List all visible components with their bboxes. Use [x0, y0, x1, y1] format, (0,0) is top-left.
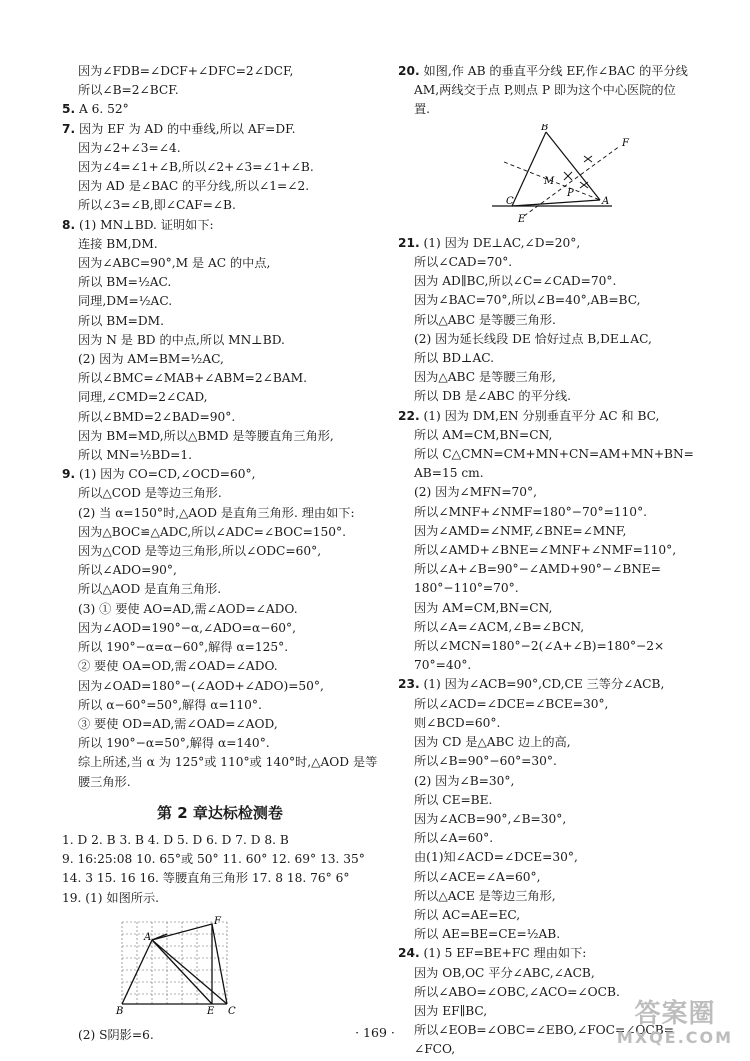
line-text: 所以∠A+∠B=90°−∠AMD+90°−∠BNE=	[414, 562, 662, 577]
left-line	[62, 100, 378, 119]
left-line	[62, 427, 378, 446]
line-text: 因为 CD 是△ABC 边上的高,	[414, 735, 571, 750]
left-line	[62, 81, 378, 100]
line-text: 所以∠MCN=180°−2(∠A+∠B)=180°−2×	[414, 639, 665, 654]
line-text: 180°−110°=70°.	[414, 581, 519, 596]
page-number: · 169 ·	[355, 1025, 395, 1040]
watermark-line2: MXQE.COM	[616, 1028, 734, 1047]
line-text: A 6. 52°	[79, 102, 129, 117]
line-text: ② 要使 OA=OD,需∠OAD=∠ADO.	[78, 659, 278, 674]
q19-part2: (2) S阴影=6.	[78, 1027, 154, 1042]
fig19-label-c: C	[228, 1005, 236, 1016]
left-line	[62, 369, 378, 388]
right2-line	[398, 522, 698, 541]
line-text: 所以 BM=DM.	[78, 313, 165, 328]
right2-line	[398, 541, 698, 560]
line-text: 所以 190°−α=α−60°,解得 α=125°.	[78, 640, 289, 655]
right2-line	[398, 675, 698, 694]
right2-line	[398, 464, 698, 483]
left-line	[62, 696, 378, 715]
fig19-label-a: A	[144, 931, 152, 943]
line-text: 所以 AM=CM,BN=CN,	[414, 427, 553, 442]
answer-line: 1. D 2. B 3. B 4. D 5. D 6. D 7. D 8. B	[62, 832, 289, 847]
left-lines	[62, 62, 378, 792]
line-text: (1) 因为 DE⊥AC,∠D=20°,	[423, 235, 581, 250]
left-column	[62, 62, 378, 1045]
left-line	[62, 484, 378, 503]
left-line	[62, 504, 378, 523]
right2-line	[398, 695, 698, 714]
section-title: 第 2 章达标检测卷	[157, 803, 283, 822]
right2-line	[398, 330, 698, 349]
right2-line	[398, 368, 698, 387]
line-text: 所以△COD 是等边三角形.	[78, 486, 222, 501]
right2-line	[398, 752, 698, 771]
line-text: 所以 α−60°=50°,解得 α=110°.	[78, 697, 262, 712]
right2-line	[398, 387, 698, 406]
right2-line	[398, 868, 698, 887]
line-text: 所以∠A=∠ACM,∠B=∠BCN,	[414, 619, 585, 634]
figure-20	[398, 124, 698, 230]
line-text: 所以∠BMC=∠MAB+∠ABM=2∠BAM.	[78, 371, 307, 386]
watermark-line1: 答案圈	[634, 999, 716, 1029]
line-text: 腰三角形.	[78, 774, 131, 789]
line-text: 所以 C△CMN=CM+MN+CN=AM+MN+BN=	[414, 447, 694, 462]
line-text: 所以 190°−α=50°,解得 α=140°.	[78, 736, 270, 751]
left-line	[62, 638, 378, 657]
right2-line	[398, 887, 698, 906]
line-text: 因为 BM=MD,所以△BMD 是等腰直角三角形,	[78, 428, 334, 443]
question-number: 21.	[398, 235, 420, 250]
fig20-label-b: B	[541, 123, 549, 133]
fig20-label-f: F	[622, 137, 629, 149]
right2-line	[398, 637, 698, 656]
left-line	[62, 773, 378, 792]
line-text: 同理,DM=½AC.	[78, 294, 173, 309]
right2-line	[398, 311, 698, 330]
right2-line	[398, 791, 698, 810]
line-text: 所以∠A=60°.	[414, 831, 494, 846]
line-text: 70°=40°.	[414, 658, 472, 673]
line-text: 所以△ABC 是等腰三角形.	[414, 312, 556, 327]
line-text: ∠FCO,	[414, 1042, 456, 1057]
left-line	[62, 350, 378, 369]
line-text: (2) 因为 AM=BM=½AC,	[78, 352, 224, 367]
line-text: 所以 DB 是∠ABC 的平分线.	[414, 389, 572, 404]
left-line	[62, 139, 378, 158]
line-text: 所以 BM=½AC.	[78, 275, 172, 290]
line-text: 所以 AC=AE=EC,	[414, 907, 521, 922]
line-text: 因为 OB,OC 平分∠ABC,∠ACB,	[414, 965, 595, 980]
line-text: 因为 N 是 BD 的中点,所以 MN⊥BD.	[78, 332, 285, 347]
question-number: 5.	[62, 102, 76, 117]
left-line	[62, 196, 378, 215]
right2-line	[398, 579, 698, 598]
line-text: 所以△ACE 是等边三角形,	[414, 888, 556, 903]
right2-line	[398, 829, 698, 848]
right2-line	[398, 964, 698, 983]
right2-line	[398, 772, 698, 791]
fig20-label-m: M	[544, 175, 555, 187]
line-text: 因为△COD 是等边三角形,所以∠ODC=60°,	[78, 544, 322, 559]
line-text: 则∠BCD=60°.	[414, 715, 501, 730]
answer-line: 19. (1) 如图所示.	[62, 890, 160, 905]
left-line	[62, 273, 378, 292]
line-text: 因为∠AMD=∠NMF,∠BNE=∠MNF,	[414, 523, 627, 538]
line-text: 所以 BD⊥AC.	[414, 351, 495, 366]
line-text: 所以 MN=½BD=1.	[78, 448, 192, 463]
right2-line	[398, 810, 698, 829]
left-line	[62, 292, 378, 311]
left-line	[62, 600, 378, 619]
line-text: 连接 BM,DM.	[78, 236, 158, 251]
line-text: 所以∠ACD=∠DCE=∠BCE=30°,	[414, 696, 609, 711]
line-text: 所以∠ACE=∠A=60°,	[414, 869, 541, 884]
line-text: 所以∠EOB=∠OBC=∠EBO,∠FOC=∠OCB=	[414, 1023, 674, 1038]
right2-line	[398, 291, 698, 310]
left-line	[62, 254, 378, 273]
line-text: 因为△ABC 是等腰三角形,	[414, 370, 556, 385]
line-text: ③ 要使 OD=AD,需∠OAD=∠AOD,	[78, 716, 278, 731]
right-line	[398, 81, 698, 100]
right2-line	[398, 253, 698, 272]
left-line	[62, 734, 378, 753]
left-line	[62, 216, 378, 235]
line-text: AB=15 cm.	[414, 466, 484, 481]
answer-list	[62, 831, 378, 908]
line-text: AM,两线交于点 P,则点 P 即为这个中心医院的位	[414, 83, 676, 98]
left-line	[62, 523, 378, 542]
line-text: 所以∠AMD+∠BNE=∠MNF+∠NMF=110°,	[414, 543, 677, 558]
line-text: 所以 CE=BE.	[414, 792, 493, 807]
line-text: 因为∠2+∠3=∠4.	[78, 140, 181, 155]
line-text: 所以∠MNF+∠NMF=180°−70°=110°.	[414, 504, 648, 519]
line-text: 因为∠4=∠1+∠B,所以∠2+∠3=∠1+∠B.	[78, 160, 314, 175]
left-line	[62, 446, 378, 465]
question-number: 8.	[62, 217, 76, 232]
line-text: (2) 因为∠B=30°,	[414, 773, 515, 788]
left-line	[62, 388, 378, 407]
figure-20-svg	[484, 124, 654, 224]
line-text: 综上所述,当 α 为 125°或 110°或 140°时,△AOD 是等	[78, 755, 378, 770]
line-text: 所以△AOD 是直角三角形.	[78, 582, 222, 597]
left-line	[62, 580, 378, 599]
right2-line	[398, 848, 698, 867]
right2-line	[398, 407, 698, 426]
right-lines	[398, 62, 698, 120]
right-line	[398, 62, 698, 81]
line-text: (2) 因为延长线段 DE 恰好过点 B,DE⊥AC,	[414, 331, 652, 346]
line-text: (1) 因为∠ACB=90°,CD,CE 三等分∠ACB,	[423, 677, 665, 692]
right2-line	[398, 714, 698, 733]
line-text: 因为 EF∥BC,	[414, 1003, 488, 1018]
line-text: 因为 AD 是∠BAC 的平分线,所以∠1=∠2.	[78, 179, 310, 194]
line-text: 因为∠ABC=90°,M 是 AC 的中点,	[78, 256, 271, 271]
question-number: 24.	[398, 946, 420, 961]
line-text: 置.	[414, 102, 431, 117]
left-line	[62, 408, 378, 427]
line-text: 因为∠ACB=90°,∠B=30°,	[414, 811, 567, 826]
right2-line	[398, 944, 698, 963]
left-line	[62, 177, 378, 196]
line-text: 所以 AE=BE=CE=½AB.	[414, 927, 561, 942]
fig19-label-b: B	[116, 1005, 124, 1016]
line-text: (1) 5 EF=BE+FC 理由如下:	[423, 946, 587, 961]
right2-line	[398, 733, 698, 752]
right2-line	[398, 599, 698, 618]
line-text: 由(1)知∠ACD=∠DCE=30°,	[414, 850, 578, 865]
right-column	[398, 62, 698, 1060]
line-text: (2) 当 α=150°时,△AOD 是直角三角形. 理由如下:	[78, 505, 355, 520]
right2-line	[398, 234, 698, 253]
left-line	[62, 677, 378, 696]
line-text: 因为∠AOD=190°−α,∠ADO=α−60°,	[78, 620, 296, 635]
right2-line	[398, 618, 698, 637]
line-text: 所以∠3=∠B,即∠CAF=∠B.	[78, 198, 236, 213]
right2-line	[398, 349, 698, 368]
line-text: (2) 因为∠MFN=70°,	[414, 485, 538, 500]
figure-19-svg	[102, 912, 302, 1016]
line-text: 如图,作 AB 的垂直平分线 EF,作∠BAC 的平分线	[423, 64, 688, 78]
right2-line	[398, 483, 698, 502]
right-lines-2	[398, 234, 698, 1060]
answer-line: 9. 16:25:08 10. 65°或 50° 11. 60° 12. 69° 13. 35°	[62, 852, 365, 867]
left-line	[62, 542, 378, 561]
line-text: 因为∠FDB=∠DCF+∠DFC=2∠DCF,	[78, 64, 294, 78]
line-text: 所以∠BMD=2∠BAD=90°.	[78, 409, 236, 424]
left-line	[62, 657, 378, 676]
line-text: 因为∠OAD=180°−(∠AOD+∠ADO)=50°,	[78, 678, 324, 693]
line-text: 所以∠ABO=∠OBC,∠ACO=∠OCB.	[414, 984, 620, 999]
fig20-label-c: C	[506, 195, 514, 207]
left-line	[62, 753, 378, 772]
question-number: 23.	[398, 677, 420, 692]
right2-line	[398, 656, 698, 675]
watermark-logo	[614, 999, 736, 1053]
line-text: 所以∠B=90°−60°=30°.	[414, 754, 557, 769]
line-text: (1) MN⊥BD. 证明如下:	[79, 217, 214, 232]
line-text: (1) 因为 CO=CD,∠OCD=60°,	[79, 467, 256, 482]
right2-line	[398, 272, 698, 291]
right2-line	[398, 906, 698, 925]
line-text: 因为△BOC≌△ADC,所以∠ADC=∠BOC=150°.	[78, 524, 347, 539]
right2-line	[398, 560, 698, 579]
line-text: 所以∠CAD=70°.	[414, 255, 513, 270]
line-text: 所以∠ADO=90°,	[78, 563, 177, 578]
fig19-label-e: E	[207, 1005, 215, 1016]
line-text: 因为∠BAC=70°,所以∠B=40°,AB=BC,	[414, 293, 641, 308]
left-line	[62, 619, 378, 638]
question-number: 22.	[398, 408, 420, 423]
line-text: (1) 因为 DM,EN 分别垂直平分 AC 和 BC,	[423, 408, 660, 423]
line-text: 所以∠B=2∠BCF.	[78, 83, 179, 98]
right2-line	[398, 503, 698, 522]
right2-line	[398, 426, 698, 445]
left-line	[62, 465, 378, 484]
left-line	[62, 158, 378, 177]
line-text: 因为 AD∥BC,所以∠C=∠CAD=70°.	[414, 274, 617, 289]
left-line	[62, 120, 378, 139]
right2-line	[398, 445, 698, 464]
left-line	[62, 331, 378, 350]
right2-line	[398, 925, 698, 944]
fig19-label-f: F	[214, 915, 221, 927]
line-text: (3) ① 要使 AO=AD,需∠AOD=∠ADO.	[78, 601, 298, 616]
fig20-label-e: E	[518, 213, 526, 224]
fig20-label-p: P	[567, 187, 574, 199]
right-line	[398, 100, 698, 119]
line-text: 因为 EF 为 AD 的中垂线,所以 AF=DF.	[79, 121, 296, 136]
line-text: 因为 AM=CM,BN=CN,	[414, 600, 553, 615]
left-line	[62, 561, 378, 580]
question-number: 7.	[62, 121, 76, 136]
left-line	[62, 312, 378, 331]
question-number: 9.	[62, 467, 76, 482]
left-line	[62, 715, 378, 734]
figure-19	[62, 912, 378, 1022]
left-line	[62, 62, 378, 81]
line-text: 同理,∠CMD=2∠CAD,	[78, 390, 208, 405]
answer-line: 14. 3 15. 16 16. 等腰直角三角形 17. 8 18. 76° 6°	[62, 871, 350, 886]
fig20-label-a: A	[602, 195, 610, 207]
left-line	[62, 235, 378, 254]
question-number: 20.	[398, 64, 420, 78]
